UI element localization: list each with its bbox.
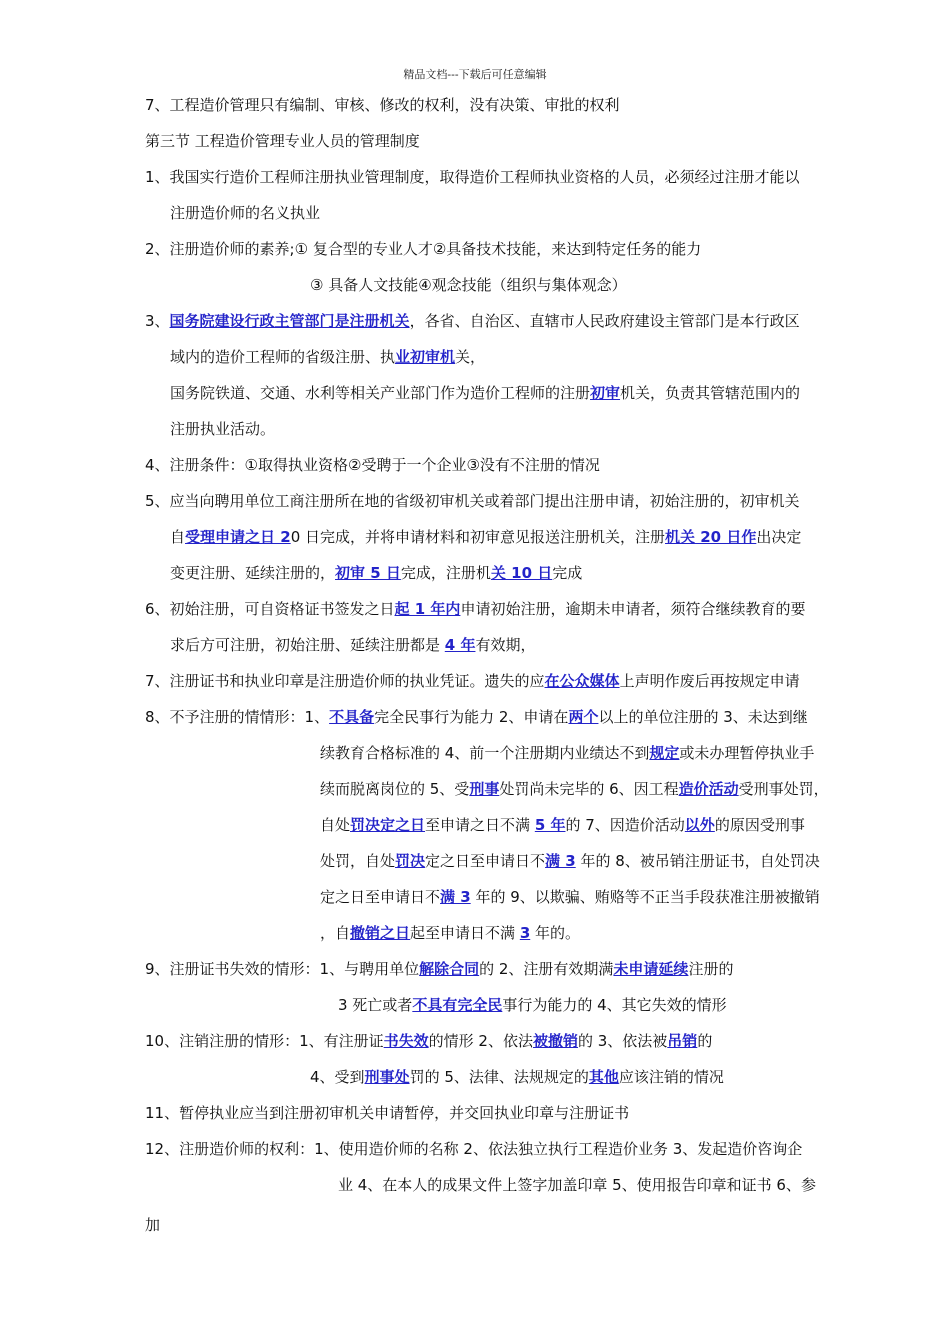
text-line xyxy=(145,1103,629,1123)
text-segment: 6、初始注册，可自资格证书签发之日 xyxy=(145,600,395,618)
text-segment: 11、暂停执业应当到注册初审机关申请暂停，并交回执业印章与注册证书 xyxy=(145,1104,630,1122)
text-segment: 关， xyxy=(455,348,486,366)
text-segment: 出决定 xyxy=(756,528,802,546)
text-line xyxy=(170,419,275,439)
text-segment: 域内的造价工程师的省级注册、执 xyxy=(170,348,396,366)
highlight-text: 5 年 xyxy=(534,816,566,834)
text-segment: 自处 xyxy=(320,816,351,834)
text-segment: 自 xyxy=(170,528,186,546)
text-line xyxy=(320,851,820,871)
highlight-text: 规定 xyxy=(649,744,680,762)
text-segment: 7、注册证书和执业印章是注册造价师的执业凭证。遗失的应 xyxy=(145,672,545,690)
text-segment: 2、注册造价师的素养;① 复合型的专业人才②具备技术技能，来达到特定任务的能力 xyxy=(145,240,702,258)
text-line xyxy=(338,1175,816,1195)
text-segment: 的 2、注册有效期满 xyxy=(479,960,614,978)
text-segment: 定之日至申请日不 xyxy=(320,888,441,906)
text-line xyxy=(338,995,727,1015)
text-segment: 罚的 5、法律、法规规定的 xyxy=(409,1068,589,1086)
text-segment: 年的 8、被吊销注册证书，自处罚决 xyxy=(575,852,820,870)
text-line xyxy=(320,743,814,763)
text-segment: 4、受到 xyxy=(310,1068,365,1086)
text-segment: 0 日完成，并将申请材料和初审意见报送注册机关，注册 xyxy=(290,528,666,546)
text-line xyxy=(145,95,620,115)
text-segment: 起至申请日不满 xyxy=(410,924,520,942)
text-line xyxy=(145,599,805,619)
highlight-text: 初审 xyxy=(590,384,621,402)
text-line xyxy=(170,347,485,367)
highlight-text: 业初审机 xyxy=(395,348,456,366)
page-header: 精品文档---下载后可任意编辑 xyxy=(403,68,547,81)
text-line xyxy=(145,239,701,259)
text-segment: 年的。 xyxy=(530,924,581,942)
text-segment: 加 xyxy=(145,1216,161,1234)
highlight-text: 满 3 xyxy=(545,852,576,870)
text-segment: 3 死亡或者 xyxy=(338,996,413,1014)
text-segment: 应该注销的情况 xyxy=(618,1068,724,1086)
highlight-text: 其他 xyxy=(588,1068,619,1086)
highlight-text: 4 年 xyxy=(444,636,476,654)
highlight-text: 撤销之日 xyxy=(350,924,411,942)
text-line xyxy=(320,815,805,835)
highlight-text: 被撤销 xyxy=(532,1032,578,1050)
highlight-text: 刑事处 xyxy=(364,1068,410,1086)
highlight-text: 不具备 xyxy=(329,708,375,726)
text-segment: 1、我国实行造价工程师注册执业管理制度，取得造价工程师执业资格的人员，必须经过注册才能以 xyxy=(145,168,800,186)
text-segment: 受刑事处罚， xyxy=(738,780,829,798)
text-line xyxy=(145,707,808,727)
highlight-text: 满 3 xyxy=(440,888,471,906)
text-line xyxy=(170,635,535,655)
highlight-text: 不具有完全民 xyxy=(412,996,503,1014)
text-line xyxy=(145,491,800,511)
text-line xyxy=(145,1031,712,1051)
highlight-text: 两个 xyxy=(568,708,599,726)
text-line xyxy=(310,1067,724,1087)
text-segment: 或未办理暂停执业手 xyxy=(679,744,815,762)
text-segment: 求后方可注册，初始注册、延续注册都是 xyxy=(170,636,445,654)
text-line xyxy=(145,1139,802,1159)
text-segment: 机关，负责其管辖范围内的 xyxy=(620,384,801,402)
text-segment: 年的 9、以欺骗、贿赂等不正当手段获准注册被撤销 xyxy=(470,888,820,906)
text-segment: 上声明作废后再按规定申请 xyxy=(619,672,800,690)
text-segment: 有效期， xyxy=(475,636,536,654)
text-segment: 国务院铁道、交通、水利等相关产业部门作为造价工程师的注册 xyxy=(170,384,591,402)
highlight-text: 3 xyxy=(519,924,531,942)
text-segment: 第三节 工程造价管理专业人员的管理制度 xyxy=(145,132,420,150)
text-line xyxy=(170,383,800,403)
text-segment: 处罚，自处 xyxy=(320,852,396,870)
text-segment: 完成，注册机 xyxy=(400,564,491,582)
text-line xyxy=(320,887,820,907)
text-line xyxy=(170,563,582,583)
highlight-text: 国务院建设行政主管部门是注册机关 xyxy=(169,312,410,330)
text-segment: ，各省、自治区、直辖市人民政府建设主管部门是本行政区 xyxy=(409,312,800,330)
text-line xyxy=(145,1215,160,1235)
text-line xyxy=(170,203,320,223)
highlight-text: 关 10 日 xyxy=(490,564,553,582)
text-segment: 注册执业活动。 xyxy=(170,420,276,438)
highlight-text: 起 1 年内 xyxy=(394,600,461,618)
text-segment: 4、注册条件：①取得执业资格②受聘于一个企业③没有不注册的情况 xyxy=(145,456,600,474)
highlight-text: 罚决 xyxy=(395,852,426,870)
text-line xyxy=(145,671,800,691)
highlight-text: 吊销 xyxy=(667,1032,698,1050)
text-segment: 3、 xyxy=(145,312,170,330)
text-segment: 的 7、因造价活动 xyxy=(565,816,685,834)
text-segment: 续而脱离岗位的 5、受 xyxy=(320,780,470,798)
text-line xyxy=(320,923,580,943)
highlight-text: 造价活动 xyxy=(678,780,739,798)
highlight-text: 受理申请之日 2 xyxy=(185,528,291,546)
text-segment: 的 xyxy=(697,1032,713,1050)
text-segment: 10、注销注册的情形：1、有注册证 xyxy=(145,1032,384,1050)
text-segment: 至申请之日不满 xyxy=(425,816,535,834)
text-line xyxy=(145,167,800,187)
text-segment: 事行为能力的 4、其它失效的情形 xyxy=(502,996,727,1014)
text-line xyxy=(310,275,627,295)
text-segment: 完全民事行为能力 2、申请在 xyxy=(374,708,569,726)
text-segment: 业 4、在本人的成果文件上签字加盖印章 5、使用报告印章和证书 6、参 xyxy=(338,1176,816,1194)
text-line xyxy=(145,311,800,331)
text-segment: 8、不予注册的情情形：1、 xyxy=(145,708,330,726)
highlight-text: 刑事 xyxy=(469,780,500,798)
text-segment: 的情形 2、依法 xyxy=(428,1032,533,1050)
text-line xyxy=(170,527,801,547)
text-segment: ，自 xyxy=(320,924,351,942)
highlight-text: 书失效 xyxy=(383,1032,429,1050)
text-segment: 5、应当向聘用单位工商注册所在地的省级初审机关或着部门提出注册申请，初始注册的，初审机关 xyxy=(145,492,800,510)
text-segment: 的原因受刑事 xyxy=(714,816,805,834)
text-segment: 以上的单位注册的 3、未达到继 xyxy=(598,708,808,726)
text-line xyxy=(145,131,420,151)
text-segment: 申请初始注册，逾期未申请者，须符合继续教育的要 xyxy=(460,600,806,618)
text-segment: 注册的 xyxy=(688,960,734,978)
highlight-text: 解除合同 xyxy=(419,960,480,978)
text-segment: 处罚尚未完毕的 6、因工程 xyxy=(499,780,679,798)
text-line xyxy=(320,779,829,799)
text-segment: 的 3、依法被 xyxy=(577,1032,668,1050)
text-segment: 变更注册、延续注册的， xyxy=(170,564,336,582)
text-segment: 9、注册证书失效的情形：1、与聘用单位 xyxy=(145,960,420,978)
highlight-text: 罚决定之日 xyxy=(350,816,426,834)
text-segment: 续教育合格标准的 4、前一个注册期内业绩达不到 xyxy=(320,744,650,762)
text-segment: ③ 具备人文技能④观念技能（组织与集体观念） xyxy=(310,276,627,294)
highlight-text: 在公众媒体 xyxy=(544,672,620,690)
highlight-text: 未申请延续 xyxy=(613,960,689,978)
text-segment: 12、注册造价师的权利：1、使用造价师的名称 2、依法独立执行工程造价业务 3、发起造价咨询企 xyxy=(145,1140,803,1158)
text-segment: 注册造价师的名义执业 xyxy=(170,204,321,222)
highlight-text: 初审 5 日 xyxy=(335,564,401,582)
text-segment: 7、工程造价管理只有编制、审核、修改的权利，没有决策、审批的权利 xyxy=(145,96,620,114)
highlight-text: 以外 xyxy=(684,816,715,834)
text-segment: 完成 xyxy=(552,564,583,582)
highlight-text: 机关 20 日作 xyxy=(665,528,757,546)
text-line xyxy=(145,959,733,979)
text-segment: 定之日至申请日不 xyxy=(425,852,546,870)
text-line xyxy=(145,455,600,475)
